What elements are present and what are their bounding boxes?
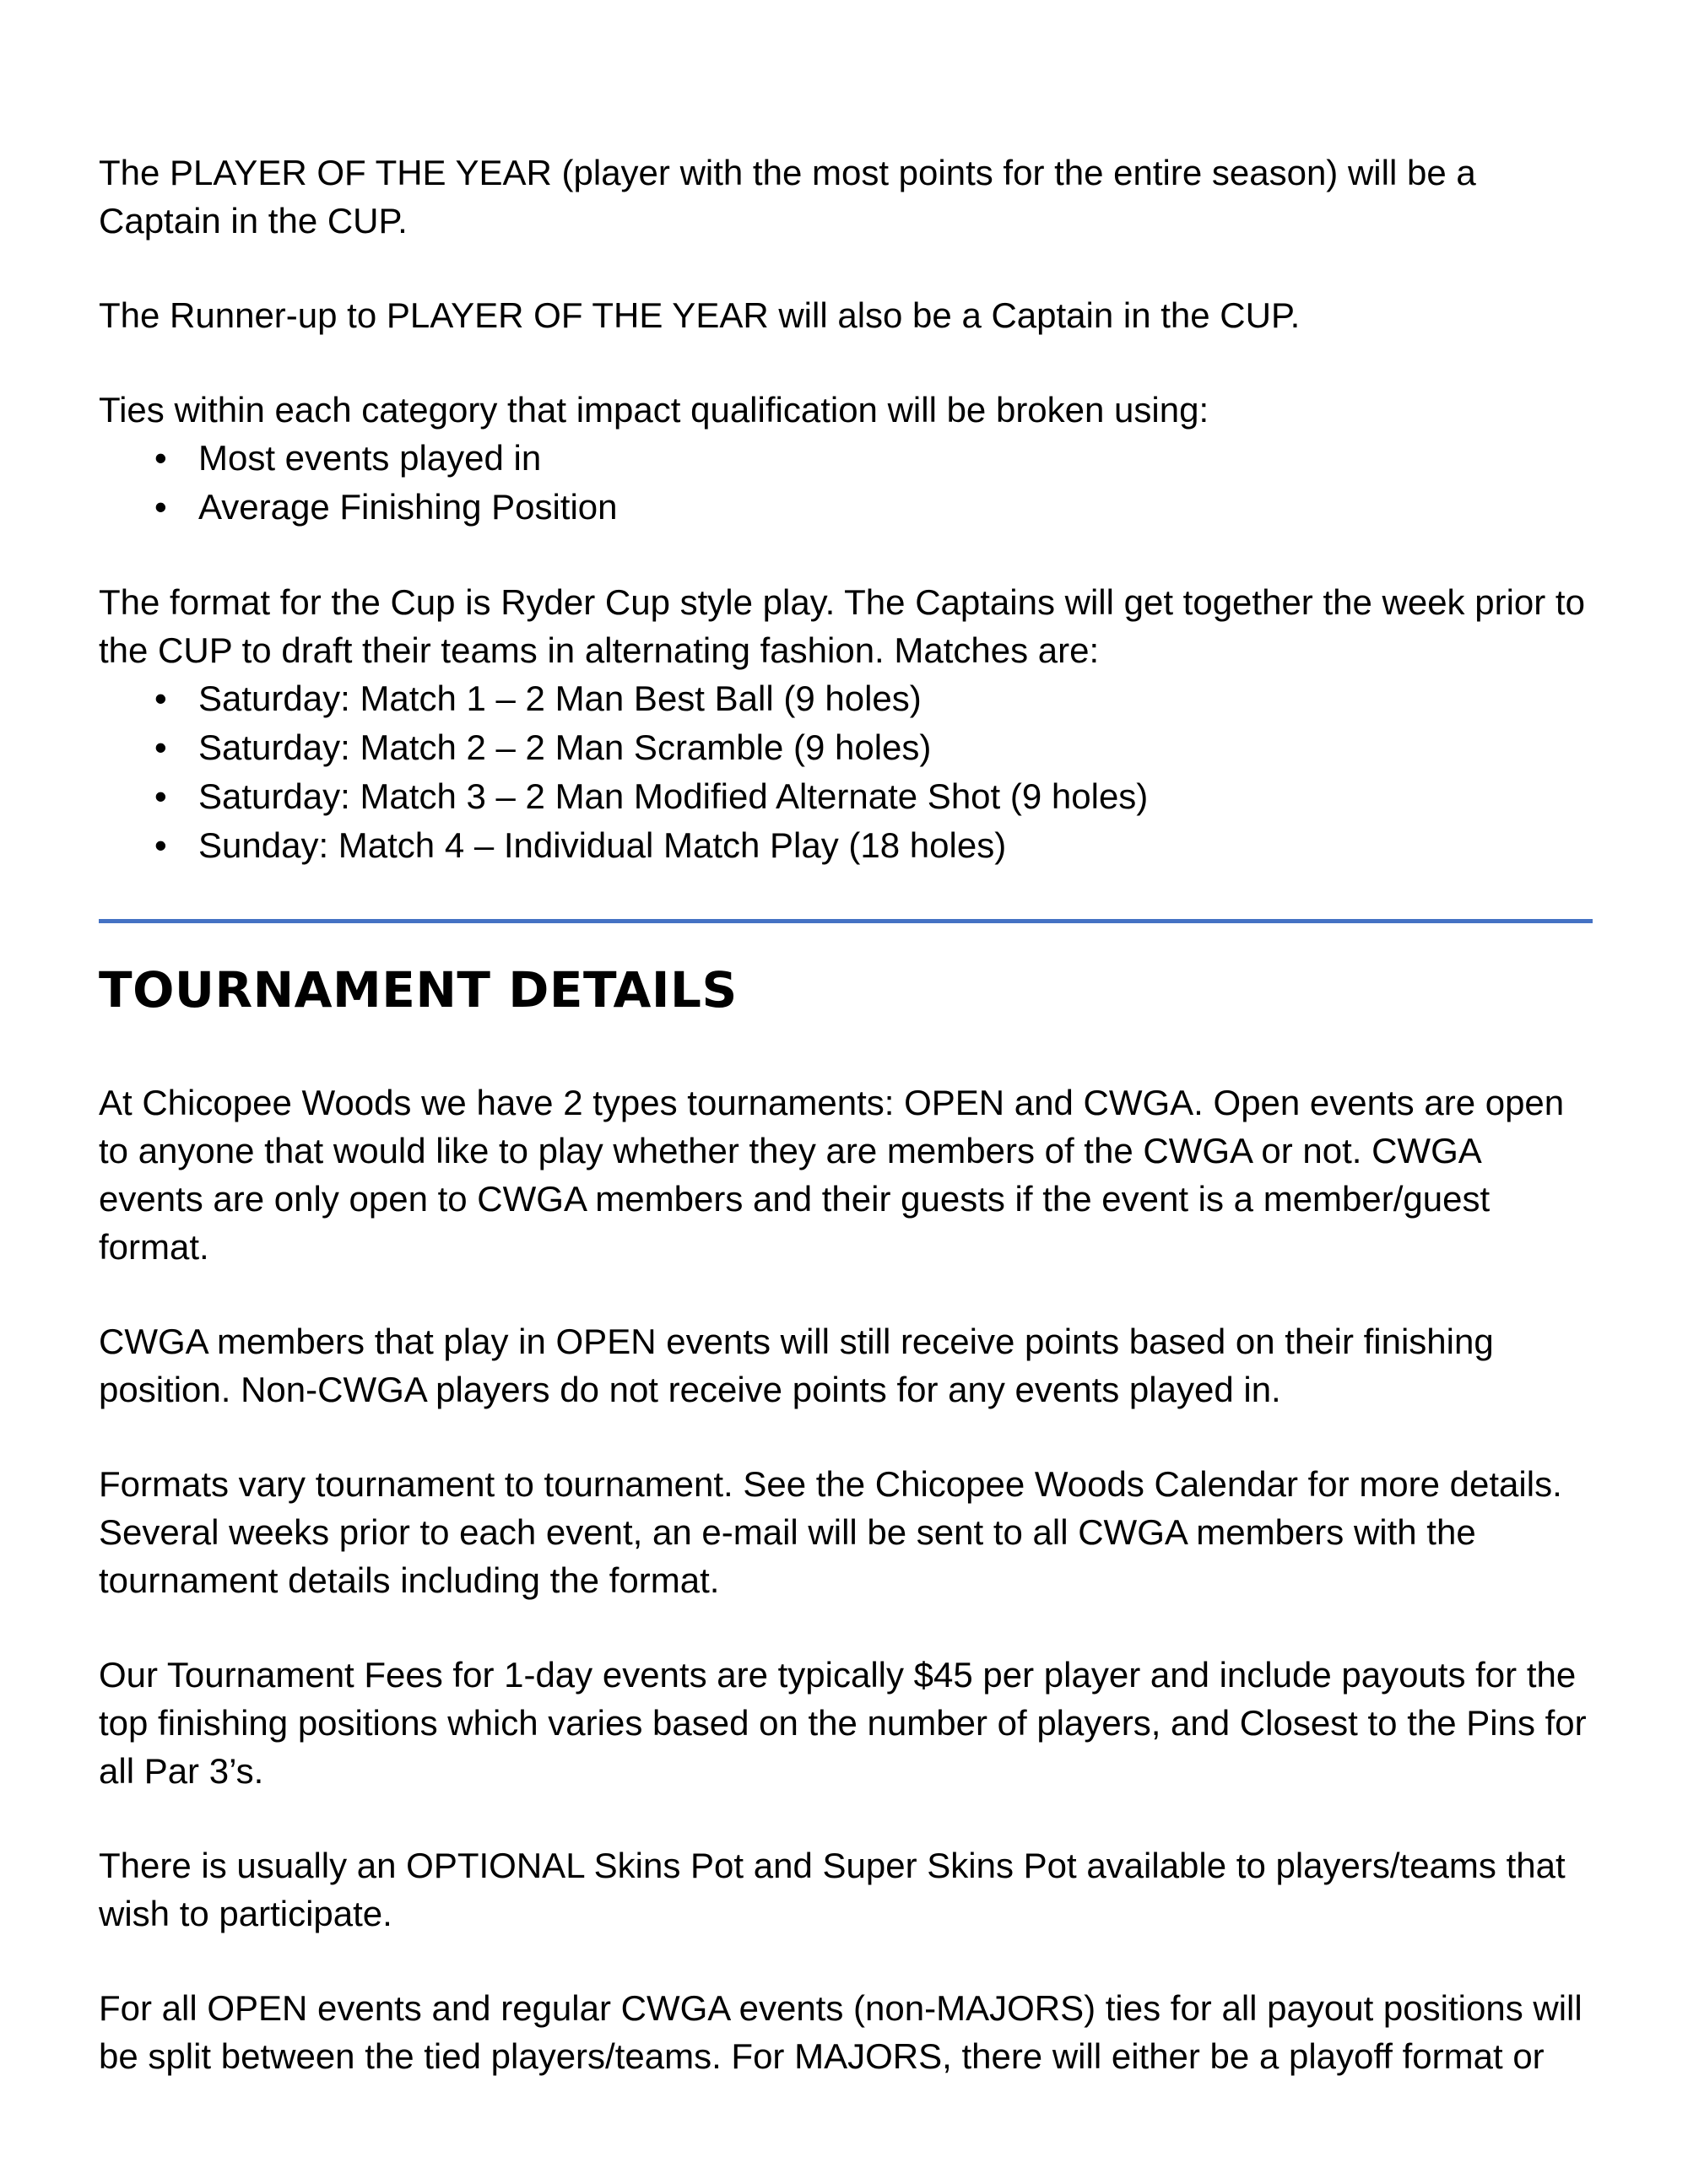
tournament-types-paragraph: At Chicopee Woods we have 2 types tournaments: OPEN and CWGA. Open events are open to anyone that would like to play whether they are members of the CWGA or not. CWGA events are only open to CWGA members and their guests if the event is a member/guest format. <box>99 1083 1565 1267</box>
bullet-icon: • <box>154 776 167 816</box>
section-divider <box>99 919 1593 923</box>
section-heading: TOURNAMENT DETAILS <box>99 961 738 1019</box>
ties-paragraph: Ties within each category that impact qualification will be broken using: <box>99 390 1209 430</box>
points-paragraph: CWGA members that play in OPEN events will still receive points based on their finishing position. Non-CWGA players do not receive points for any events played in. <box>99 1322 1494 1409</box>
player-of-year-paragraph: The PLAYER OF THE YEAR (player with the most points for the entire season) will be a Captain in the CUP. <box>99 153 1476 241</box>
bullet-icon: • <box>154 438 167 478</box>
matches-list <box>99 674 1593 870</box>
ties-payout-paragraph: For all OPEN events and regular CWGA events (non-MAJORS) ties for all payout positions will be split between the tied players/teams. For MAJORS, there will either be a playoff format or <box>99 1988 1582 2076</box>
ties-list <box>99 434 1593 532</box>
list-item-text: Sunday: Match 4 – Individual Match Play (18 holes) <box>198 825 1007 865</box>
bullet-icon: • <box>154 727 167 767</box>
list-item-text: Most events played in <box>198 438 542 478</box>
formats-paragraph: Formats vary tournament to tournament. See the Chicopee Woods Calendar for more details. Several weeks prior to each event, an e-mail will be sent to all CWGA members with the tournament details including the format. <box>99 1464 1562 1600</box>
skins-paragraph: There is usually an OPTIONAL Skins Pot and Super Skins Pot available to players/teams that wish to participate. <box>99 1846 1566 1933</box>
fees-paragraph: Our Tournament Fees for 1-day events are typically $45 per player and include payouts for the top finishing positions which varies based on the number of players, and Closest to the Pins for all Par 3’s. <box>99 1655 1587 1791</box>
bullet-icon: • <box>154 487 167 527</box>
cup-format-paragraph: The format for the Cup is Ryder Cup style play. The Captains will get together the week prior to the CUP to draft their teams in alternating fashion. Matches are: <box>99 582 1585 670</box>
bullet-icon: • <box>154 825 167 865</box>
list-item-text: Saturday: Match 2 – 2 Man Scramble (9 holes) <box>198 727 932 767</box>
list-item-text: Saturday: Match 3 – 2 Man Modified Alternate Shot (9 holes) <box>198 776 1149 816</box>
list-item-text: Saturday: Match 1 – 2 Man Best Ball (9 holes) <box>198 678 922 718</box>
runner-up-paragraph: The Runner-up to PLAYER OF THE YEAR will also be a Captain in the CUP. <box>99 295 1301 335</box>
list-item <box>99 434 1593 483</box>
list-item-text: Average Finishing Position <box>198 487 618 527</box>
list-item <box>99 772 1593 821</box>
document-page <box>99 149 1593 2080</box>
list-item <box>99 821 1593 870</box>
bullet-icon: • <box>154 678 167 718</box>
list-item <box>99 723 1593 772</box>
list-item <box>99 674 1593 723</box>
list-item <box>99 483 1593 532</box>
